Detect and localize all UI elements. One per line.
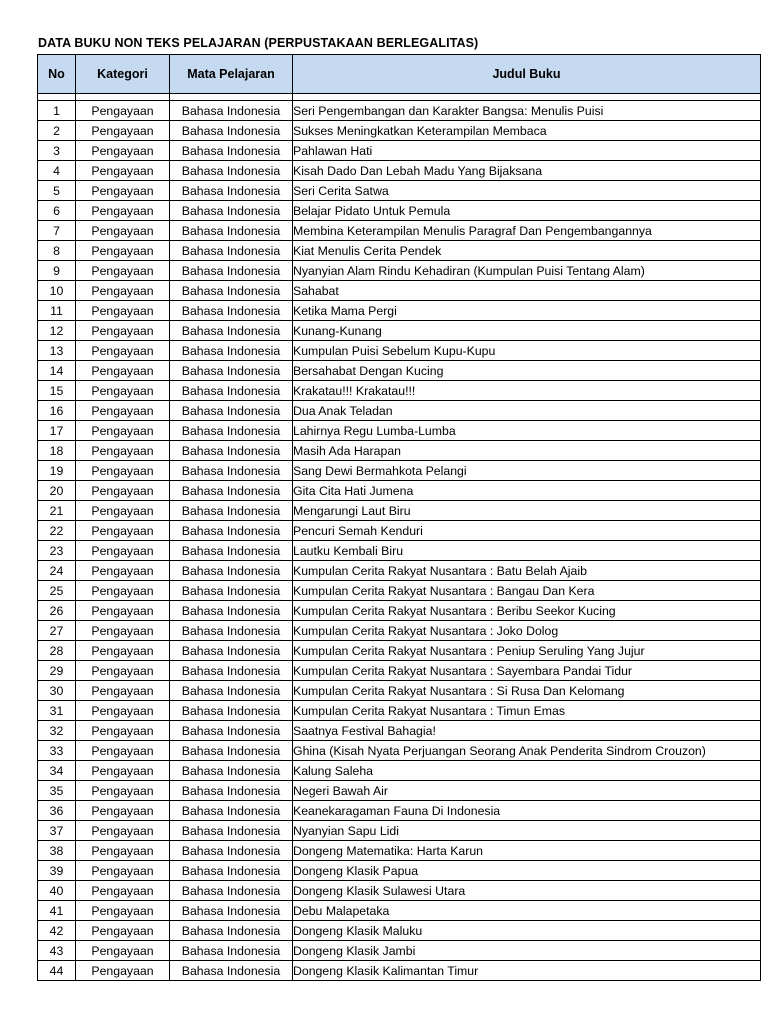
cell-no: 44	[38, 961, 76, 981]
table-row	[38, 321, 761, 341]
cell-mata-pelajaran: Bahasa Indonesia	[170, 301, 293, 321]
cell-mata-pelajaran: Bahasa Indonesia	[170, 621, 293, 641]
cell-mata-pelajaran: Bahasa Indonesia	[170, 201, 293, 221]
cell-judul-buku: Kumpulan Cerita Rakyat Nusantara : Bangau Dan Kera	[293, 581, 761, 601]
cell-no: 27	[38, 621, 76, 641]
cell-no: 22	[38, 521, 76, 541]
cell-judul-buku: Kalung Saleha	[293, 761, 761, 781]
cell-no: 28	[38, 641, 76, 661]
cell-mata-pelajaran: Bahasa Indonesia	[170, 601, 293, 621]
table-row	[38, 461, 761, 481]
cell-judul-buku: Kisah Dado Dan Lebah Madu Yang Bijaksana	[293, 161, 761, 181]
table-row	[38, 721, 761, 741]
cell-no: 5	[38, 181, 76, 201]
cell-judul-buku: Kumpulan Cerita Rakyat Nusantara : Joko Dolog	[293, 621, 761, 641]
cell-judul-buku: Dongeng Klasik Jambi	[293, 941, 761, 961]
cell-kategori: Pengayaan	[76, 141, 170, 161]
table-row	[38, 441, 761, 461]
cell-mata-pelajaran: Bahasa Indonesia	[170, 641, 293, 661]
cell-kategori: Pengayaan	[76, 581, 170, 601]
cell-judul-buku: Sahabat	[293, 281, 761, 301]
cell-mata-pelajaran: Bahasa Indonesia	[170, 901, 293, 921]
cell-no: 18	[38, 441, 76, 461]
cell-mata-pelajaran: Bahasa Indonesia	[170, 181, 293, 201]
table-row	[38, 101, 761, 121]
cell-mata-pelajaran: Bahasa Indonesia	[170, 581, 293, 601]
table-row	[38, 821, 761, 841]
table-row	[38, 841, 761, 861]
cell-kategori: Pengayaan	[76, 621, 170, 641]
table-row	[38, 421, 761, 441]
table-row	[38, 581, 761, 601]
cell-kategori: Pengayaan	[76, 781, 170, 801]
cell-no: 11	[38, 301, 76, 321]
cell-no: 23	[38, 541, 76, 561]
header-judul-buku: Judul Buku	[293, 55, 761, 94]
cell-no: 2	[38, 121, 76, 141]
cell-kategori: Pengayaan	[76, 121, 170, 141]
cell-mata-pelajaran: Bahasa Indonesia	[170, 861, 293, 881]
cell-no: 34	[38, 761, 76, 781]
cell-judul-buku: Kiat Menulis Cerita Pendek	[293, 241, 761, 261]
cell-no: 26	[38, 601, 76, 621]
cell-kategori: Pengayaan	[76, 301, 170, 321]
cell-no: 1	[38, 101, 76, 121]
table-row	[38, 381, 761, 401]
header-kategori: Kategori	[76, 55, 170, 94]
cell-no: 40	[38, 881, 76, 901]
cell-kategori: Pengayaan	[76, 101, 170, 121]
cell-kategori: Pengayaan	[76, 601, 170, 621]
cell-kategori: Pengayaan	[76, 821, 170, 841]
table-row	[38, 881, 761, 901]
table-row	[38, 521, 761, 541]
cell-mata-pelajaran: Bahasa Indonesia	[170, 821, 293, 841]
cell-judul-buku: Dongeng Klasik Papua	[293, 861, 761, 881]
cell-no: 42	[38, 921, 76, 941]
table-row	[38, 661, 761, 681]
table-row	[38, 201, 761, 221]
header-mata-pelajaran: Mata Pelajaran	[170, 55, 293, 94]
cell-judul-buku: Seri Pengembangan dan Karakter Bangsa: Menulis Puisi	[293, 101, 761, 121]
cell-judul-buku: Seri Cerita Satwa	[293, 181, 761, 201]
cell-kategori: Pengayaan	[76, 881, 170, 901]
table-row	[38, 161, 761, 181]
cell-mata-pelajaran: Bahasa Indonesia	[170, 461, 293, 481]
cell-mata-pelajaran: Bahasa Indonesia	[170, 801, 293, 821]
cell-judul-buku: Sukses Meningkatkan Keterampilan Membaca	[293, 121, 761, 141]
cell-kategori: Pengayaan	[76, 201, 170, 221]
cell-no: 14	[38, 361, 76, 381]
table-row	[38, 221, 761, 241]
cell-kategori: Pengayaan	[76, 161, 170, 181]
cell-kategori: Pengayaan	[76, 381, 170, 401]
cell-mata-pelajaran: Bahasa Indonesia	[170, 161, 293, 181]
cell-mata-pelajaran: Bahasa Indonesia	[170, 121, 293, 141]
cell-mata-pelajaran: Bahasa Indonesia	[170, 141, 293, 161]
cell-judul-buku: Kumpulan Cerita Rakyat Nusantara : Beribu Seekor Kucing	[293, 601, 761, 621]
cell-judul-buku: Nyanyian Sapu Lidi	[293, 821, 761, 841]
cell-no: 24	[38, 561, 76, 581]
cell-kategori: Pengayaan	[76, 221, 170, 241]
table-row	[38, 621, 761, 641]
table-row	[38, 341, 761, 361]
cell-mata-pelajaran: Bahasa Indonesia	[170, 841, 293, 861]
cell-judul-buku: Kumpulan Puisi Sebelum Kupu-Kupu	[293, 341, 761, 361]
cell-no: 36	[38, 801, 76, 821]
cell-no: 35	[38, 781, 76, 801]
cell-mata-pelajaran: Bahasa Indonesia	[170, 101, 293, 121]
cell-no: 29	[38, 661, 76, 681]
cell-kategori: Pengayaan	[76, 481, 170, 501]
cell-mata-pelajaran: Bahasa Indonesia	[170, 761, 293, 781]
table-row	[38, 181, 761, 201]
cell-kategori: Pengayaan	[76, 261, 170, 281]
cell-no: 25	[38, 581, 76, 601]
table-row	[38, 261, 761, 281]
cell-kategori: Pengayaan	[76, 701, 170, 721]
cell-mata-pelajaran: Bahasa Indonesia	[170, 261, 293, 281]
cell-mata-pelajaran: Bahasa Indonesia	[170, 221, 293, 241]
cell-mata-pelajaran: Bahasa Indonesia	[170, 681, 293, 701]
table-row	[38, 921, 761, 941]
cell-no: 8	[38, 241, 76, 261]
cell-kategori: Pengayaan	[76, 401, 170, 421]
book-table	[37, 54, 761, 981]
table-row	[38, 701, 761, 721]
cell-no: 33	[38, 741, 76, 761]
cell-kategori: Pengayaan	[76, 361, 170, 381]
header-spacer-row	[38, 94, 761, 101]
cell-judul-buku: Dongeng Klasik Sulawesi Utara	[293, 881, 761, 901]
cell-mata-pelajaran: Bahasa Indonesia	[170, 401, 293, 421]
cell-kategori: Pengayaan	[76, 681, 170, 701]
cell-mata-pelajaran: Bahasa Indonesia	[170, 501, 293, 521]
cell-judul-buku: Gita Cita Hati Jumena	[293, 481, 761, 501]
table-header-row	[38, 55, 761, 94]
cell-kategori: Pengayaan	[76, 461, 170, 481]
cell-judul-buku: Saatnya Festival Bahagia!	[293, 721, 761, 741]
cell-kategori: Pengayaan	[76, 641, 170, 661]
table-row	[38, 861, 761, 881]
cell-no: 10	[38, 281, 76, 301]
cell-mata-pelajaran: Bahasa Indonesia	[170, 941, 293, 961]
cell-no: 31	[38, 701, 76, 721]
cell-no: 41	[38, 901, 76, 921]
spacer-cell	[170, 94, 293, 101]
cell-mata-pelajaran: Bahasa Indonesia	[170, 341, 293, 361]
cell-judul-buku: Lautku Kembali Biru	[293, 541, 761, 561]
cell-no: 15	[38, 381, 76, 401]
table-row	[38, 941, 761, 961]
cell-judul-buku: Mengarungi Laut Biru	[293, 501, 761, 521]
cell-kategori: Pengayaan	[76, 181, 170, 201]
cell-judul-buku: Negeri Bawah Air	[293, 781, 761, 801]
cell-no: 30	[38, 681, 76, 701]
cell-kategori: Pengayaan	[76, 541, 170, 561]
cell-no: 19	[38, 461, 76, 481]
table-row	[38, 281, 761, 301]
cell-judul-buku: Belajar Pidato Untuk Pemula	[293, 201, 761, 221]
cell-kategori: Pengayaan	[76, 941, 170, 961]
cell-mata-pelajaran: Bahasa Indonesia	[170, 881, 293, 901]
spacer-cell	[38, 94, 76, 101]
table-row	[38, 681, 761, 701]
cell-mata-pelajaran: Bahasa Indonesia	[170, 481, 293, 501]
cell-mata-pelajaran: Bahasa Indonesia	[170, 921, 293, 941]
cell-kategori: Pengayaan	[76, 441, 170, 461]
cell-judul-buku: Ketika Mama Pergi	[293, 301, 761, 321]
table-row	[38, 401, 761, 421]
cell-kategori: Pengayaan	[76, 901, 170, 921]
cell-no: 7	[38, 221, 76, 241]
table-row	[38, 301, 761, 321]
cell-mata-pelajaran: Bahasa Indonesia	[170, 381, 293, 401]
cell-judul-buku: Membina Keterampilan Menulis Paragraf Dan Pengembangannya	[293, 221, 761, 241]
table-row	[38, 501, 761, 521]
cell-kategori: Pengayaan	[76, 661, 170, 681]
cell-mata-pelajaran: Bahasa Indonesia	[170, 441, 293, 461]
cell-judul-buku: Krakatau!!! Krakatau!!!	[293, 381, 761, 401]
cell-mata-pelajaran: Bahasa Indonesia	[170, 661, 293, 681]
cell-judul-buku: Dua Anak Teladan	[293, 401, 761, 421]
cell-kategori: Pengayaan	[76, 741, 170, 761]
cell-no: 13	[38, 341, 76, 361]
cell-judul-buku: Pencuri Semah Kenduri	[293, 521, 761, 541]
cell-no: 38	[38, 841, 76, 861]
cell-no: 20	[38, 481, 76, 501]
spacer-cell	[76, 94, 170, 101]
cell-kategori: Pengayaan	[76, 841, 170, 861]
table-row	[38, 901, 761, 921]
cell-no: 21	[38, 501, 76, 521]
cell-kategori: Pengayaan	[76, 801, 170, 821]
table-body	[38, 94, 761, 981]
cell-judul-buku: Kumpulan Cerita Rakyat Nusantara : Batu Belah Ajaib	[293, 561, 761, 581]
cell-mata-pelajaran: Bahasa Indonesia	[170, 701, 293, 721]
cell-no: 37	[38, 821, 76, 841]
table-row	[38, 801, 761, 821]
header-no: No	[38, 55, 76, 94]
cell-no: 4	[38, 161, 76, 181]
cell-kategori: Pengayaan	[76, 761, 170, 781]
table-row	[38, 541, 761, 561]
table-row	[38, 781, 761, 801]
table-row	[38, 741, 761, 761]
cell-no: 43	[38, 941, 76, 961]
cell-mata-pelajaran: Bahasa Indonesia	[170, 721, 293, 741]
table-row	[38, 601, 761, 621]
cell-mata-pelajaran: Bahasa Indonesia	[170, 321, 293, 341]
cell-mata-pelajaran: Bahasa Indonesia	[170, 361, 293, 381]
table-row	[38, 141, 761, 161]
cell-mata-pelajaran: Bahasa Indonesia	[170, 421, 293, 441]
table-row	[38, 761, 761, 781]
table-row	[38, 561, 761, 581]
cell-judul-buku: Kumpulan Cerita Rakyat Nusantara : Si Rusa Dan Kelomang	[293, 681, 761, 701]
table-row	[38, 961, 761, 981]
cell-kategori: Pengayaan	[76, 281, 170, 301]
page-title: DATA BUKU NON TEKS PELAJARAN (PERPUSTAKAAN BERLEGALITAS)	[38, 36, 479, 50]
table-row	[38, 641, 761, 661]
cell-kategori: Pengayaan	[76, 921, 170, 941]
cell-judul-buku: Kumpulan Cerita Rakyat Nusantara : Peniup Seruling Yang Jujur	[293, 641, 761, 661]
cell-kategori: Pengayaan	[76, 721, 170, 741]
cell-judul-buku: Kumpulan Cerita Rakyat Nusantara : Sayembara Pandai Tidur	[293, 661, 761, 681]
table-row	[38, 361, 761, 381]
cell-judul-buku: Ghina (Kisah Nyata Perjuangan Seorang Anak Penderita Sindrom Crouzon)	[293, 741, 761, 761]
cell-kategori: Pengayaan	[76, 321, 170, 341]
cell-kategori: Pengayaan	[76, 961, 170, 981]
cell-mata-pelajaran: Bahasa Indonesia	[170, 521, 293, 541]
cell-judul-buku: Debu Malapetaka	[293, 901, 761, 921]
cell-mata-pelajaran: Bahasa Indonesia	[170, 541, 293, 561]
cell-judul-buku: Bersahabat Dengan Kucing	[293, 361, 761, 381]
cell-judul-buku: Keanekaragaman Fauna Di Indonesia	[293, 801, 761, 821]
cell-kategori: Pengayaan	[76, 421, 170, 441]
cell-mata-pelajaran: Bahasa Indonesia	[170, 241, 293, 261]
cell-no: 39	[38, 861, 76, 881]
cell-no: 16	[38, 401, 76, 421]
cell-kategori: Pengayaan	[76, 501, 170, 521]
cell-judul-buku: Nyanyian Alam Rindu Kehadiran (Kumpulan Puisi Tentang Alam)	[293, 261, 761, 281]
cell-mata-pelajaran: Bahasa Indonesia	[170, 781, 293, 801]
cell-kategori: Pengayaan	[76, 561, 170, 581]
table-row	[38, 121, 761, 141]
cell-kategori: Pengayaan	[76, 341, 170, 361]
cell-judul-buku: Pahlawan Hati	[293, 141, 761, 161]
cell-judul-buku: Sang Dewi Bermahkota Pelangi	[293, 461, 761, 481]
table-row	[38, 241, 761, 261]
spacer-cell	[293, 94, 761, 101]
cell-judul-buku: Dongeng Klasik Kalimantan Timur	[293, 961, 761, 981]
cell-judul-buku: Masih Ada Harapan	[293, 441, 761, 461]
cell-kategori: Pengayaan	[76, 241, 170, 261]
cell-mata-pelajaran: Bahasa Indonesia	[170, 561, 293, 581]
cell-kategori: Pengayaan	[76, 521, 170, 541]
cell-mata-pelajaran: Bahasa Indonesia	[170, 961, 293, 981]
cell-no: 9	[38, 261, 76, 281]
cell-mata-pelajaran: Bahasa Indonesia	[170, 281, 293, 301]
cell-judul-buku: Dongeng Matematika: Harta Karun	[293, 841, 761, 861]
cell-judul-buku: Lahirnya Regu Lumba-Lumba	[293, 421, 761, 441]
cell-kategori: Pengayaan	[76, 861, 170, 881]
cell-mata-pelajaran: Bahasa Indonesia	[170, 741, 293, 761]
cell-judul-buku: Kunang-Kunang	[293, 321, 761, 341]
table-row	[38, 481, 761, 501]
cell-no: 32	[38, 721, 76, 741]
cell-no: 17	[38, 421, 76, 441]
cell-judul-buku: Kumpulan Cerita Rakyat Nusantara : Timun Emas	[293, 701, 761, 721]
cell-no: 3	[38, 141, 76, 161]
cell-no: 12	[38, 321, 76, 341]
cell-judul-buku: Dongeng Klasik Maluku	[293, 921, 761, 941]
cell-no: 6	[38, 201, 76, 221]
